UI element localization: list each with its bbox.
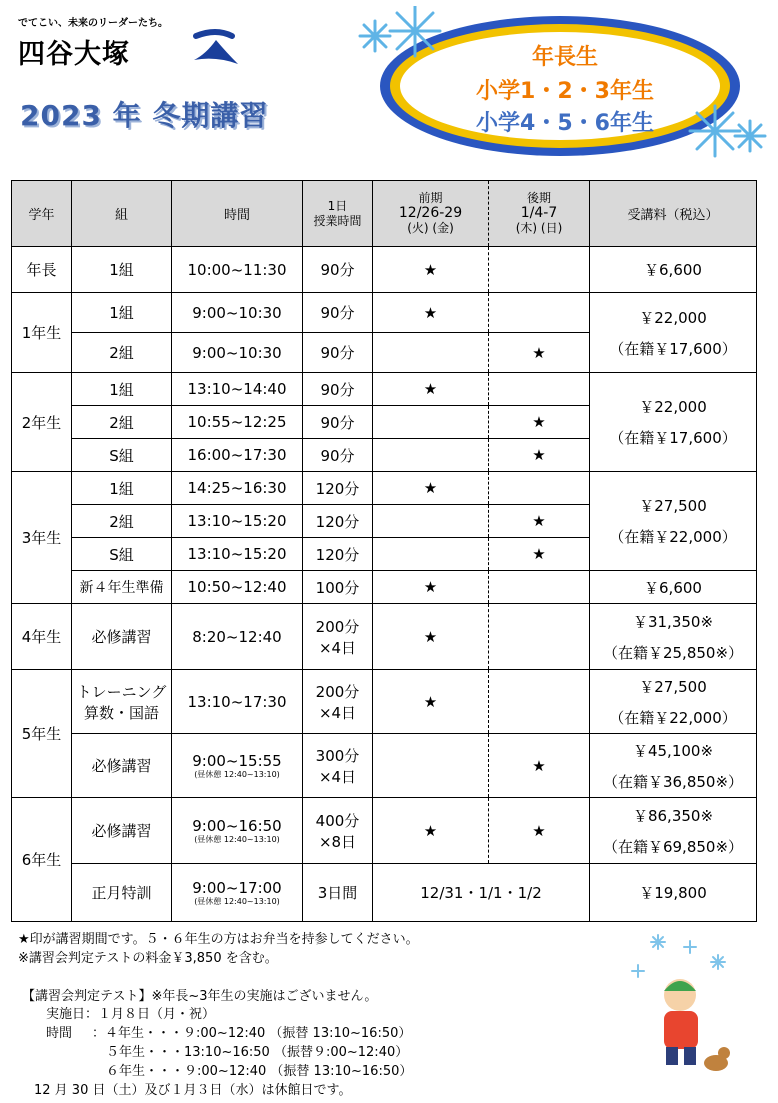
time-cell: 14:25~16:30 [172, 472, 303, 505]
late-mark [489, 670, 590, 734]
fee-cell: ￥19,800 [590, 864, 757, 922]
early-mark [373, 439, 489, 472]
group-cell: 1組 [72, 472, 172, 505]
late-mark [489, 373, 590, 406]
group-cell: 必修講習 [72, 604, 172, 670]
test-time-label: 時間 [46, 1026, 73, 1041]
grade-cell: 3年生 [12, 472, 72, 604]
grade-cell: 5年生 [12, 670, 72, 798]
header-group: 組 [72, 181, 172, 247]
grade-cell: 年長 [12, 247, 72, 293]
table-row [12, 571, 757, 604]
late-mark [489, 604, 590, 670]
group-cell: 正月特訓 [72, 864, 172, 922]
duration-cell: 90分 [303, 247, 373, 293]
child-illustration-icon [628, 925, 738, 1085]
early-mark [373, 333, 489, 373]
early-mark: ★ [373, 798, 489, 864]
duration-cell: 120分 [303, 505, 373, 538]
duration-cell: 90分 [303, 406, 373, 439]
group-cell: 2組 [72, 406, 172, 439]
table-row [12, 604, 757, 670]
late-mark [489, 571, 590, 604]
time-cell: 10:50~12:40 [172, 571, 303, 604]
early-mark: ★ [373, 247, 489, 293]
fee-cell: ￥22,000 （在籍￥17,600） [590, 373, 757, 472]
late-mark: ★ [489, 406, 590, 439]
early-mark: ★ [373, 293, 489, 333]
badge-line-3: 小学4・5・6年生 [476, 111, 654, 136]
table-row [12, 798, 757, 864]
late-mark [489, 293, 590, 333]
schedule-table [11, 180, 757, 922]
test-date: 実施日：１月８日（月・祝） [46, 1007, 216, 1022]
time-cell: 13:10~17:30 [172, 670, 303, 734]
badge-line-2: 小学1・2・3年生 [476, 79, 654, 104]
table-row [12, 734, 757, 798]
fee-cell: ￥86,350※ （在籍￥69,850※） [590, 798, 757, 864]
group-cell: 2組 [72, 505, 172, 538]
group-cell: S組 [72, 538, 172, 571]
time-cell: 13:10~14:40 [172, 373, 303, 406]
dates-cell: 12/31・1/1・1/2 [373, 864, 590, 922]
fee-cell: ￥22,000 （在籍￥17,600） [590, 293, 757, 373]
late-mark: ★ [489, 505, 590, 538]
duration-cell: 90分 [303, 293, 373, 333]
duration-cell: 200分 ×4日 [303, 670, 373, 734]
group-cell: S組 [72, 439, 172, 472]
grade-cell: 2年生 [12, 373, 72, 472]
early-mark: ★ [373, 571, 489, 604]
early-mark: ★ [373, 373, 489, 406]
grade-cell: 6年生 [12, 798, 72, 922]
duration-cell: 90分 [303, 333, 373, 373]
badge-line-1: 年長生 [531, 45, 598, 70]
early-mark [373, 734, 489, 798]
group-cell: 1組 [72, 293, 172, 333]
table-row [12, 864, 757, 922]
late-mark [489, 472, 590, 505]
duration-cell: 90分 [303, 373, 373, 406]
header-grade: 学年 [12, 181, 72, 247]
early-mark [373, 505, 489, 538]
fee-cell: ￥27,500 （在籍￥22,000） [590, 472, 757, 571]
note-star: ★印が講習期間です。５・６年生の方はお弁当を持参してください。 [18, 932, 419, 947]
group-cell: 1組 [72, 373, 172, 406]
early-mark: ★ [373, 670, 489, 734]
group-cell: 新４年生準備 [72, 571, 172, 604]
fee-cell: ￥27,500 （在籍￥22,000） [590, 670, 757, 734]
time-cell: 9:00~17:00 (昼休憩 12:40~13:10) [172, 864, 303, 922]
late-mark: ★ [489, 798, 590, 864]
time-cell: 9:00~10:30 [172, 333, 303, 373]
page-title: 2023 年 冬期講習 [20, 99, 269, 132]
late-mark: ★ [489, 734, 590, 798]
table-header-row [12, 181, 757, 247]
closed-notice: 12 月 30 日（土）及び１月３日（水）は休館日です。 [34, 1083, 352, 1098]
fee-cell: ￥45,100※ （在籍￥36,850※） [590, 734, 757, 798]
grade-badge [355, 6, 775, 166]
logo-icon [186, 26, 246, 72]
table-row [12, 472, 757, 505]
fee-cell: ￥6,600 [590, 247, 757, 293]
note-fee: ※講習会判定テストの料金￥3,850 を含む。 [18, 951, 278, 966]
early-mark [373, 538, 489, 571]
duration-cell: 300分 ×4日 [303, 734, 373, 798]
time-cell: 13:10~15:20 [172, 538, 303, 571]
early-mark [373, 406, 489, 439]
time-cell: 9:00~15:55 (昼休憩 12:40~13:10) [172, 734, 303, 798]
table-row [12, 373, 757, 406]
duration-cell: 200分 ×4日 [303, 604, 373, 670]
test-heading: 【講習会判定テスト】※年長~3年生の実施はございません。 [22, 989, 378, 1004]
early-mark: ★ [373, 472, 489, 505]
group-cell: 必修講習 [72, 734, 172, 798]
test-time-grade6: ６年生・・・９:00~12:40 （振替 13:10~16:50） [106, 1064, 413, 1079]
table-row [12, 670, 757, 734]
table-row [12, 293, 757, 333]
table-row [12, 247, 757, 293]
header-late: 後期 1/4-7 (木) (日) [489, 181, 590, 247]
test-time-grade5: ５年生・・・13:10~16:50 （振替９:00~12:40） [106, 1045, 409, 1060]
grade-cell: 1年生 [12, 293, 72, 373]
late-mark: ★ [489, 439, 590, 472]
duration-cell: 400分 ×8日 [303, 798, 373, 864]
header-early: 前期 12/26-29 (火) (金) [373, 181, 489, 247]
brand-name: 四谷大塚 [18, 39, 130, 70]
time-cell: 10:55~12:25 [172, 406, 303, 439]
time-cell: 10:00~11:30 [172, 247, 303, 293]
group-cell: 2組 [72, 333, 172, 373]
grade-cell: 4年生 [12, 604, 72, 670]
group-cell: 1組 [72, 247, 172, 293]
late-mark: ★ [489, 538, 590, 571]
group-cell: トレーニング 算数・国語 [72, 670, 172, 734]
time-cell: 9:00~16:50 (昼休憩 12:40~13:10) [172, 798, 303, 864]
header-time: 時間 [172, 181, 303, 247]
fee-cell: ￥6,600 [590, 571, 757, 604]
duration-cell: 3日間 [303, 864, 373, 922]
duration-cell: 100分 [303, 571, 373, 604]
group-cell: 必修講習 [72, 798, 172, 864]
fee-cell: ￥31,350※ （在籍￥25,850※） [590, 604, 757, 670]
late-mark [489, 247, 590, 293]
early-mark: ★ [373, 604, 489, 670]
duration-cell: 90分 [303, 439, 373, 472]
duration-cell: 120分 [303, 538, 373, 571]
duration-cell: 120分 [303, 472, 373, 505]
test-time-grade4: ：４年生・・・９:00~12:40 （振替 13:10~16:50） [92, 1026, 412, 1041]
late-mark: ★ [489, 333, 590, 373]
time-cell: 8:20~12:40 [172, 604, 303, 670]
time-cell: 9:00~10:30 [172, 293, 303, 333]
tagline: でてこい、未来のリーダーたち。 [18, 18, 168, 29]
header-fee: 受講料（税込） [590, 181, 757, 247]
header-lesson-time: 1日 授業時間 [303, 181, 373, 247]
time-cell: 13:10~15:20 [172, 505, 303, 538]
time-cell: 16:00~17:30 [172, 439, 303, 472]
